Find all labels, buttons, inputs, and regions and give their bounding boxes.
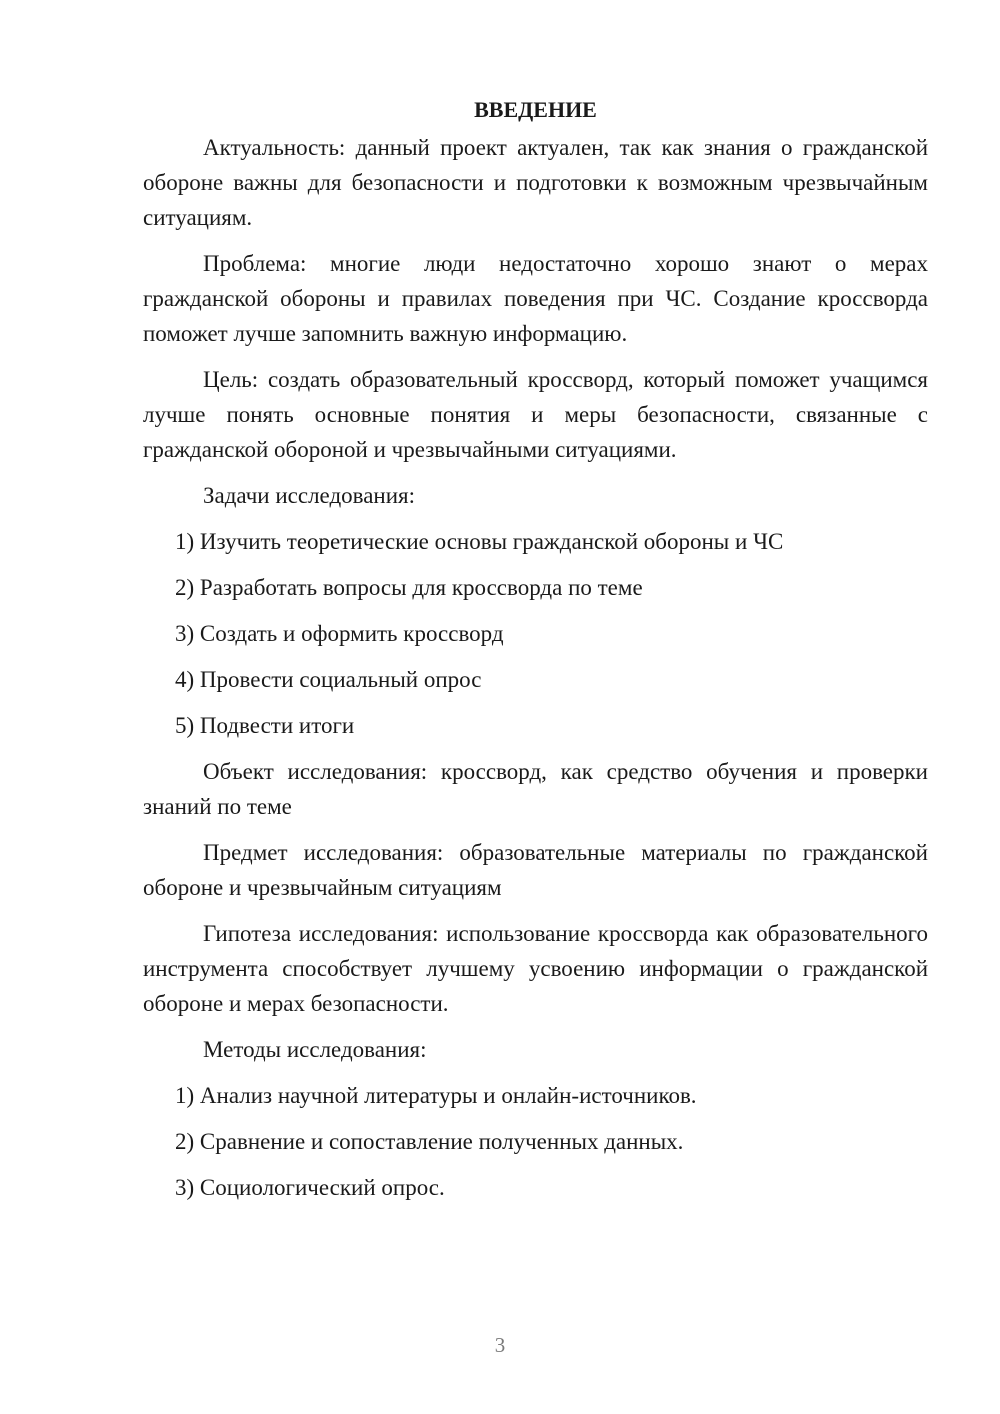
object-paragraph: Объект исследования: кроссворд, как средство обучения и проверки знаний по теме	[143, 759, 928, 819]
problem-paragraph: Проблема: многие люди недостаточно хорошо знают о мерах гражданской обороны и правилах поведения при ЧС. Создание кроссворда поможет лучше запомнить важную информацию.	[143, 251, 928, 346]
goal-paragraph: Цель: создать образовательный кроссворд, который поможет учащимся лучше понять основные понятия и меры безопасности, связанные с гражданской обороной и чрезвычайными ситуациями.	[143, 367, 928, 462]
tasks-heading: Задачи исследования:	[203, 483, 416, 508]
method-item-2: 2) Сравнение и сопоставление полученных данных.	[175, 1129, 684, 1154]
task-item-5: 5) Подвести итоги	[175, 713, 355, 738]
page-number: 3	[494, 1333, 506, 1357]
task-item-4: 4) Провести социальный опрос	[175, 667, 482, 692]
task-item-1: 1) Изучить теоретические основы гражданской обороны и ЧС	[175, 529, 784, 554]
relevance-paragraph: Актуальность: данный проект актуален, так как знания о гражданской обороне важны для безопасности и подготовки к возможным чрезвычайным ситуациям.	[143, 135, 928, 230]
methods-heading: Методы исследования:	[203, 1037, 427, 1062]
page-title: ВВЕДЕНИЕ	[474, 97, 597, 122]
subject-paragraph: Предмет исследования: образовательные материалы по гражданской обороне и чрезвычайным ситуациям	[143, 840, 928, 900]
method-item-1: 1) Анализ научной литературы и онлайн-источников.	[175, 1083, 697, 1108]
page-content	[143, 92, 928, 1216]
hypothesis-paragraph: Гипотеза исследования: использование кроссворда как образовательного инструмента способствует лучшему усвоению информации о гражданской обороне и мерах безопасности.	[143, 921, 928, 1016]
method-item-3: 3) Социологический опрос.	[175, 1175, 445, 1200]
task-item-3: 3) Создать и оформить кроссворд	[175, 621, 504, 646]
task-item-2: 2) Разработать вопросы для кроссворда по теме	[175, 575, 643, 600]
